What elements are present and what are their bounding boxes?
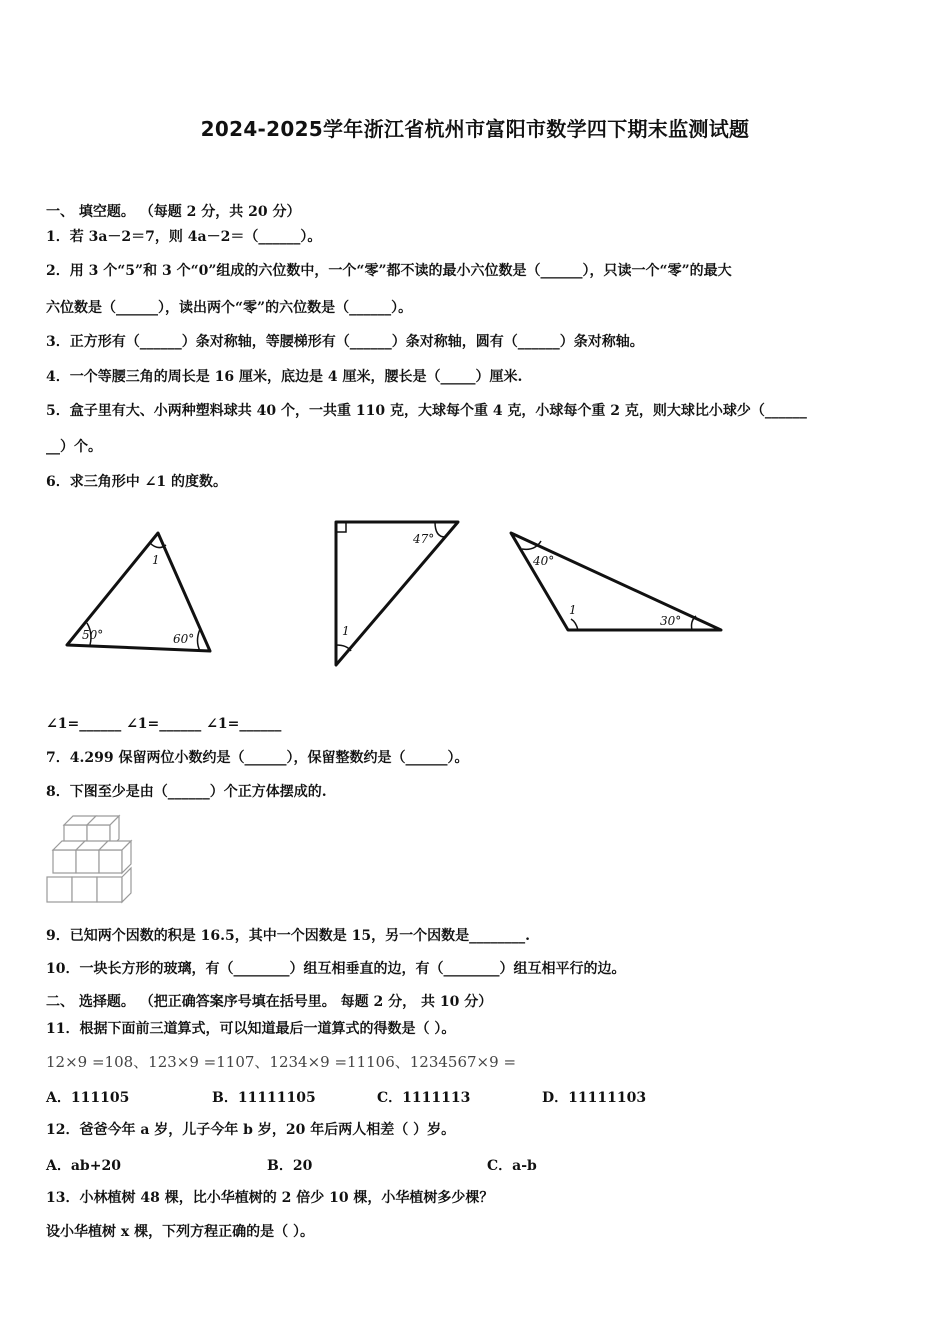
triangle-figure-3 [505, 525, 730, 640]
question-11-option-c: C．1111113 [377, 1090, 471, 1106]
cube-stack-figure [45, 815, 145, 907]
question-3: 3．正方形有（______）条对称轴，等腰梯形有（______）条对称轴，圆有（______）条对称轴。 [46, 334, 644, 350]
question-2-line-1: 2．用 3 个“5”和 3 个“0”组成的六位数中，一个“零”都不读的最小六位数是（______），只读一个“零”的最大 [46, 263, 732, 279]
triangle-1-angle-60-label: 60° [173, 632, 195, 646]
question-2-line-2: 六位数是（______），读出两个“零”的六位数是（______）。 [46, 300, 413, 316]
question-11-equations: 12×9 =108、123×9 =1107、1234×9 =11106、1234567×9 = [46, 1053, 517, 1071]
triangle-3-angle-1-label: 1 [569, 603, 577, 617]
question-11-option-a: A．111105 [46, 1090, 130, 1106]
question-13-prompt: 设小华植树 x 棵，下列方程正确的是（ ）。 [46, 1224, 314, 1240]
question-12-option-a: A．ab+20 [46, 1158, 121, 1174]
question-9: 9．已知两个因数的积是 16.5，其中一个因数是 15，另一个因数是________. [46, 928, 530, 944]
triangle-figure-1 [60, 525, 220, 660]
triangle-3-angle-40-label: 40° [533, 554, 555, 568]
triangle-3-angle-30-label: 30° [660, 614, 682, 628]
triangle-figure-2 [325, 515, 470, 675]
question-10: 10．一块长方形的玻璃，有（________）组互相垂直的边，有（________）组互相平行的边。 [46, 961, 626, 977]
question-6: 6．求三角形中 ∠1 的度数。 [46, 474, 227, 490]
question-4: 4．一个等腰三角的周长是 16 厘米，底边是 4 厘米，腰长是（_____）厘米. [46, 369, 523, 385]
triangle-2-angle-1-label: 1 [342, 624, 350, 638]
question-5-line-1: 5．盒子里有大、小两种塑料球共 40 个，一共重 110 克，大球每个重 4 克，小球每个重 2 克，则大球比小球少（______ [46, 403, 807, 419]
triangle-1-angle-50-label: 50° [82, 628, 104, 642]
page-title: 2024-2025学年浙江省杭州市富阳市数学四下期末监测试题 [200, 117, 750, 141]
question-5-line-2: __）个。 [46, 439, 102, 455]
question-6-answer-blanks: ∠1=______ ∠1=______ ∠1=______ [46, 716, 282, 732]
triangle-2-angle-47-label: 47° [413, 532, 435, 546]
question-12-option-b: B．20 [267, 1158, 313, 1174]
question-12-option-c: C．a-b [487, 1158, 537, 1174]
question-11: 11．根据下面前三道算式，可以知道最后一道算式的得数是（ ）。 [46, 1021, 456, 1037]
question-1: 1．若 3a－2＝7，则 4a－2＝（______）。 [46, 229, 322, 245]
question-13: 13．小林植树 48 棵，比小华植树的 2 倍少 10 棵，小华植树多少棵？ [46, 1190, 494, 1206]
question-7: 7．4.299 保留两位小数约是（______），保留整数约是（______）。 [46, 750, 469, 766]
triangle-1-angle-1-label: 1 [152, 553, 160, 567]
section-heading-multiple-choice: 二、 选择题。 （把正确答案序号填在括号里。 每题 2 分， 共 10 分） [46, 994, 493, 1010]
question-11-option-b: B．11111105 [212, 1090, 316, 1106]
question-8: 8．下图至少是由（______）个正方体摆成的. [46, 784, 327, 800]
question-11-option-d: D．11111103 [542, 1090, 647, 1106]
question-12: 12．爸爸今年 a 岁，儿子今年 b 岁，20 年后两人相差（ ）岁。 [46, 1122, 456, 1138]
section-heading-fill-in: 一、 填空题。 （每题 2 分，共 20 分） [46, 204, 301, 220]
